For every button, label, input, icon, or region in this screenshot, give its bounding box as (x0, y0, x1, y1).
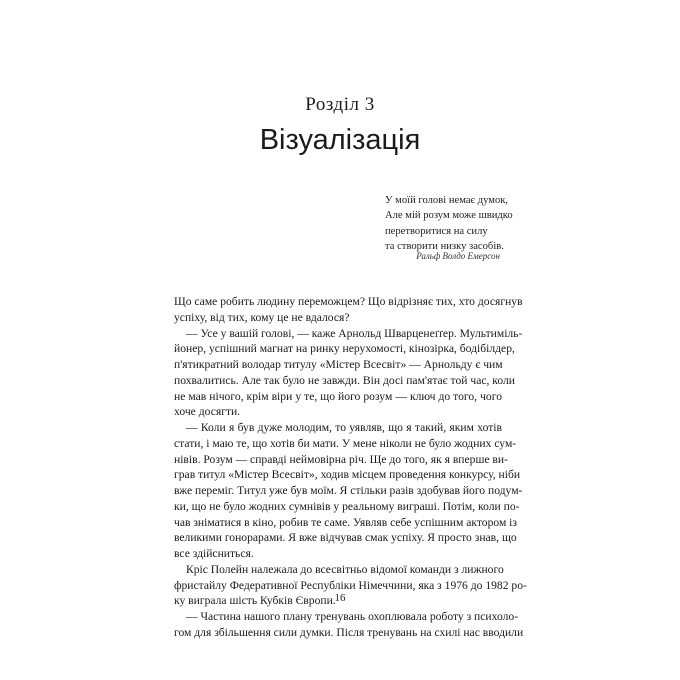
body-line: чав зніматися в кіно, робив те саме. Уявляв себе успішним актором із (174, 515, 517, 529)
chapter-label: Розділ 3 (305, 94, 375, 115)
body-line: — Усе у вашій голові, — каже Арнольд Шварценеґґер. Мультиміль- (186, 326, 523, 340)
body-line: — Частина нашого плану тренувань охоплювала роботу з психоло- (186, 610, 519, 623)
epigraph-author: Ральф Волдо Емерсон (416, 251, 500, 261)
body-line: стати, і маю те, що хотів би мати. У мене ніколи не було жодних сум- (174, 436, 517, 450)
body-line: похвалитись. Але так було не завжди. Він досі пам'ятає той час, коли (174, 373, 515, 387)
epigraph-line: перетворитися на силу (385, 225, 488, 237)
body-line: хоче досягти. (174, 405, 241, 419)
epigraph (385, 193, 525, 255)
body-line: ку виграла шість Кубків Європи. (174, 594, 336, 608)
body-line: все здійсниться. (174, 547, 254, 560)
body-line: нівів. Розум — справді неймовірна річ. Ще до того, як я вперше ви- (174, 452, 508, 466)
body-line: п'ятикратний володар титулу «Містер Всесвіт» — Арнольду є чим (174, 358, 503, 371)
body-line: йонер, успішний магнат на ринку нерухомості, кінозірка, бодібілдер, (174, 342, 515, 356)
epigraph-line: та створити низку засобів. (385, 241, 504, 253)
body-line: великими гонорарами. Я вже відчував смак успіху. Я просто знав, що (174, 531, 517, 545)
body-line: грав титул «Містер Всесвіт», ходив місцем проведення конкурсу, ніби (174, 468, 521, 482)
body-line: вже переміг. Титул уже був моїм. Я стільки разів здобував його подум- (174, 484, 523, 497)
body-line: Кріс Полейн належала до всесвітньо відомої команди з лижного (186, 562, 504, 576)
page-number: 16 (334, 592, 346, 604)
body-line: ки, що не було жодних сумнівів у реальному виграші. Потім, коли по- (174, 499, 520, 513)
body-line: фристайлу Федеративної Республіки Німеччини, яка з 1976 до 1982 ро- (174, 578, 527, 592)
body-line: — Коли я був дуже молодим, то уявляв, що я такий, яким хотів (186, 421, 502, 434)
chapter-title: Візуалізація (259, 124, 421, 156)
epigraph-line: У моїй голові немає думок, (385, 195, 509, 206)
body-text (174, 294, 527, 641)
body-line: гом для збільшення сили думки. Після тренувань на схилі нас вводили (174, 625, 524, 639)
body-line: успіху, від тих, кому це не вдалося? (174, 310, 350, 324)
epigraph-line: Але мій розум може швидко (385, 210, 513, 222)
body-line: Що саме робить людину переможцем? Що відрізняє тих, хто досягнув (174, 295, 523, 308)
body-line: не мав нічого, крім віри у те, що його розум — ключ до того, чого (174, 389, 502, 403)
